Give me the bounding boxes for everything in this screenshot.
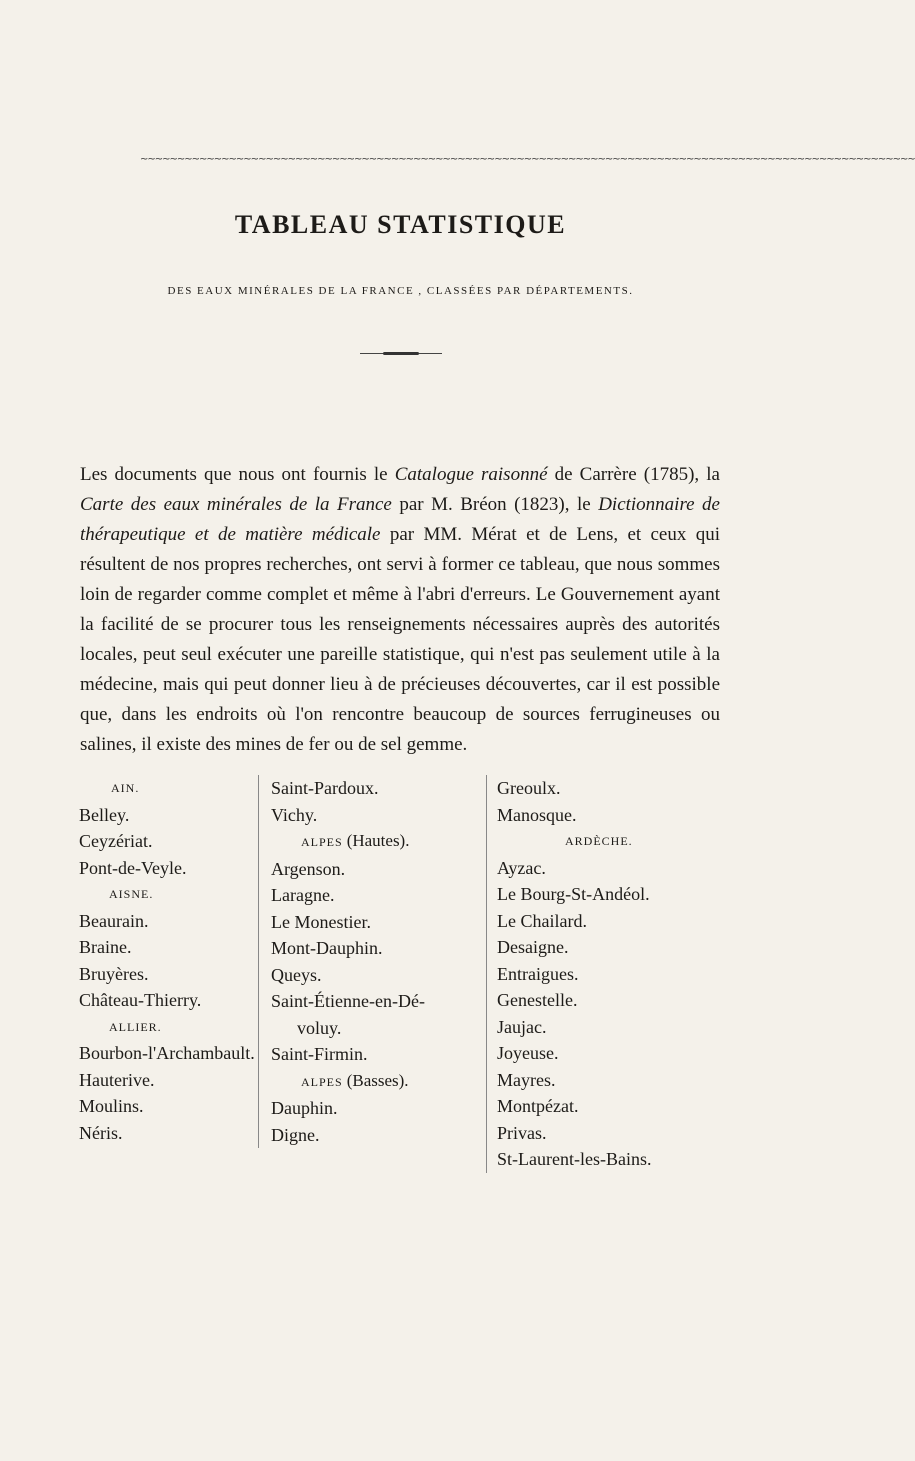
list-item: Montpézat. bbox=[497, 1096, 579, 1116]
list-item: Digne. bbox=[271, 1124, 320, 1145]
list-item-continuation: voluy. bbox=[297, 1017, 342, 1038]
list-item: Belley. bbox=[79, 804, 130, 825]
page-subtitle: DES EAUX MINÉRALES DE LA FRANCE , CLASSÉES PAR DÉPARTEMENTS. bbox=[167, 285, 634, 297]
list-item: Saint-Firmin. bbox=[271, 1044, 368, 1064]
list-item: Genestelle. bbox=[497, 990, 578, 1010]
department-heading: ALLIER. bbox=[109, 1019, 162, 1034]
list-item: St-Laurent-les-Bains. bbox=[497, 1149, 652, 1169]
intro-paragraph: Les documents que nous ont fournis le Catalogue raisonné de Carrère (1785), la Carte des eaux minérales de la France par M. Bréon (1823), le Dictionnaire de thérapeutique et de matière médicale par MM. Mérat et de Lens, et ceux qui résultent de nos propres recherches, ont servi à former ce tableau, que nous sommes loin de regarder comme complet et même à l'abri d'erreurs. Le Gouvernement ayant la facilité de se procurer tous les renseignements nécessaires auprès des autorités locales, peut seul exécuter une pareille statistique, qui n'est pas seulement utile à la médecine, mais qui peut donner lieu à de précieuses découvertes, car il est possible que, dans les endroits où l'on rencontre beaucoup de sources ferrugineuses ou salines, il existe des mines de fer ou de sel gemme. bbox=[80, 464, 720, 755]
list-item: Bruyères. bbox=[79, 963, 149, 984]
list-item: Ceyzériat. bbox=[79, 831, 153, 851]
list-item: Argenson. bbox=[271, 858, 346, 879]
column-1 bbox=[79, 775, 259, 1146]
list-item: Laragne. bbox=[271, 885, 335, 905]
department-heading: AIN. bbox=[111, 781, 140, 795]
list-item: Greoulx. bbox=[497, 778, 561, 798]
list-item: Privas. bbox=[497, 1122, 547, 1143]
list-item: Le Monestier. bbox=[271, 911, 371, 932]
list-item: Queys. bbox=[271, 964, 322, 985]
list-item: Vichy. bbox=[271, 804, 318, 825]
list-item: Desaigne. bbox=[497, 937, 569, 957]
reference-title: Dictionnaire de thérapeutique et de matière médicale bbox=[80, 494, 720, 545]
list-item: Entraigues. bbox=[497, 963, 579, 984]
list-item: Néris. bbox=[79, 1122, 123, 1143]
divider-ornament bbox=[383, 352, 419, 355]
list-item: Manosque. bbox=[497, 804, 577, 825]
list-item: Pont-de-Veyle. bbox=[79, 857, 187, 878]
department-heading: ALPES (Basses). bbox=[301, 1070, 409, 1090]
list-item: Mayres. bbox=[497, 1069, 556, 1090]
department-heading: ALPES (Hautes). bbox=[301, 831, 410, 850]
list-item: Le Chailard. bbox=[497, 910, 587, 931]
list-item: Mont-Dauphin. bbox=[271, 938, 383, 958]
list-item: Château-Thierry. bbox=[79, 990, 202, 1010]
list-item: Dauphin. bbox=[271, 1098, 338, 1118]
list-item: Joyeuse. bbox=[497, 1043, 559, 1063]
reference-title: Carte des eaux minérales de la France bbox=[80, 494, 392, 515]
department-heading: AISNE. bbox=[109, 887, 154, 901]
list-item: Bourbon-l'Archambault. bbox=[79, 1043, 255, 1063]
decorative-rule: ~~~~~~~~~~~~~~~~~~~~~~~~~~~~~~~~~~~~~~~~~~~~~~~~~~~~~~~~~~~~~~~~~~~~~~~~~~~~~~~~~~~~~~~~~~~~~~~~~~~~~~~~~ bbox=[140, 154, 915, 165]
list-item: Saint-Étienne-en-Dé- bbox=[271, 991, 425, 1011]
list-item: Saint-Pardoux. bbox=[271, 778, 379, 798]
list-item: Le Bourg-St-Andéol. bbox=[497, 884, 650, 904]
reference-title: Catalogue raisonné bbox=[394, 464, 548, 485]
column-2 bbox=[258, 775, 486, 1148]
list-item: Jaujac. bbox=[497, 1016, 547, 1037]
list-item: Ayzac. bbox=[497, 857, 546, 878]
column-3 bbox=[486, 775, 797, 1173]
department-heading: ARDÈCHE. bbox=[565, 834, 633, 848]
list-item: Moulins. bbox=[79, 1096, 144, 1116]
list-item: Hauterive. bbox=[79, 1069, 155, 1090]
list-item: Braine. bbox=[79, 937, 132, 957]
list-item: Beaurain. bbox=[79, 910, 149, 931]
page-title: TABLEAU STATISTIQUE bbox=[234, 210, 567, 239]
